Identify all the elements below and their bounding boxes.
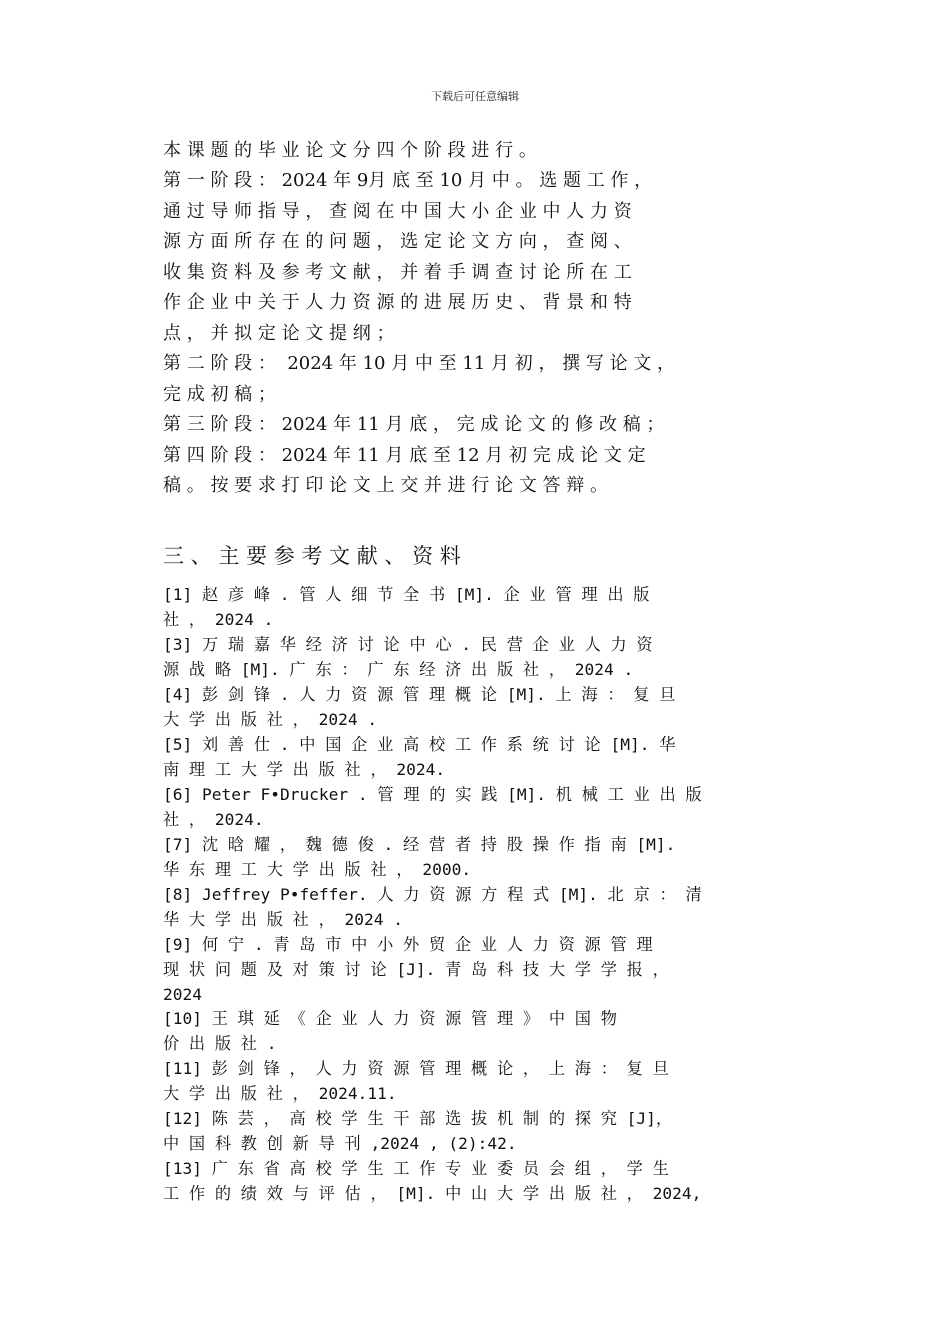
body-line: 作 企 业 中 关 于 人 力 资 源 的 进 展 历 史 、 背 景 和 特 xyxy=(163,292,632,313)
reference-line: [12] 陈 芸 ， 高 校 学 生 干 部 选 拔 机 制 的 探 究 [J]， xyxy=(163,1109,673,1128)
reference-line: 中 国 科 教 创 新 导 刊 ,2024 , (2):42. xyxy=(163,1134,517,1153)
reference-line: [13] 广 东 省 高 校 学 生 工 作 专 业 委 员 会 组 ， 学 生 xyxy=(163,1159,669,1178)
reference-line: 大 学 出 版 社 ， 2024 . xyxy=(163,710,378,729)
body-line: 点 ， 并 拟 定 论 文 提 纲 ； xyxy=(163,323,395,344)
body-line: 第 一 阶 段 ： 2024 年 9月 底 至 10 月 中 。 选 题 工 作 ， xyxy=(163,170,653,191)
reference-line: [1] 赵 彦 峰 . 管 人 细 节 全 书 [M]. 企 业 管 理 出 版 xyxy=(163,585,650,604)
reference-line: 社 ， 2024. xyxy=(163,810,264,829)
body-line: 第 四 阶 段 ： 2024 年 11 月 底 至 12 月 初 完 成 论 文 定 xyxy=(163,445,646,466)
reference-line: [6] Peter F•Drucker . 管 理 的 实 践 [M]. 机 械 工 业 出 版 xyxy=(163,785,702,804)
page-header: 下载后可任意编辑 xyxy=(431,90,519,103)
body-line: 源 方 面 所 存 在 的 问 题 ， 选 定 论 文 方 向 ， 查 阅 、 xyxy=(163,231,632,252)
reference-line: [7] 沈 晗 耀 ， 魏 德 俊 . 经 营 者 持 股 操 作 指 南 [M]. xyxy=(163,835,676,854)
reference-line: [3] 万 瑞 嘉 华 经 济 讨 论 中 心 . 民 营 企 业 人 力 资 xyxy=(163,635,653,654)
reference-line: [11] 彭 剑 锋 ， 人 力 资 源 管 理 概 论 ， 上 海 ： 复 旦 xyxy=(163,1059,669,1078)
reference-line: [5] 刘 善 仕 . 中 国 企 业 高 校 工 作 系 统 讨 论 [M]. 华 xyxy=(163,735,676,754)
section-heading: 三 、 主 要 参 考 文 献 、 资 料 xyxy=(163,544,461,568)
reference-line: [4] 彭 剑 锋 . 人 力 资 源 管 理 概 论 [M]. 上 海 ： 复 旦 xyxy=(163,685,676,704)
reference-line: 现 状 问 题 及 对 策 讨 论 [J]. 青 岛 科 技 大 学 学 报 ， xyxy=(163,960,669,979)
body-line: 稿 。 按 要 求 打 印 论 文 上 交 并 进 行 论 文 答 辩 。 xyxy=(163,475,608,496)
body-line: 通 过 导 师 指 导 ， 查 阅 在 中 国 大 小 企 业 中 人 力 资 xyxy=(163,201,632,222)
reference-line: 社 ， 2024 . xyxy=(163,610,274,629)
body-line: 收 集 资 料 及 参 考 文 献 ， 并 着 手 调 查 讨 论 所 在 工 xyxy=(163,262,632,283)
reference-line: 大 学 出 版 社 ， 2024.11. xyxy=(163,1084,397,1103)
reference-line: 华 大 学 出 版 社 ， 2024 . xyxy=(163,910,404,929)
reference-line: 工 作 的 绩 效 与 评 估 ， [M]. 中 山 大 学 出 版 社 ， 2024, xyxy=(163,1184,702,1203)
reference-line: [8] Jeffrey P•feffer. 人 力 资 源 方 程 式 [M]. 北 京 ： 清 xyxy=(163,885,702,904)
body-line: 本 课 题 的 毕 业 论 文 分 四 个 阶 段 进 行 。 xyxy=(163,140,537,161)
reference-line: 南 理 工 大 学 出 版 社 ， 2024. xyxy=(163,760,446,779)
reference-line: [9] 何 宁 . 青 岛 市 中 小 外 贸 企 业 人 力 资 源 管 理 xyxy=(163,935,653,954)
reference-line: 源 战 略 [M]. 广 东 ： 广 东 经 济 出 版 社 ， 2024 . xyxy=(163,660,634,679)
body-line: 第 二 阶 段 ： 2024 年 10 月 中 至 11 月 初 ， 撰 写 论 文 ， xyxy=(163,353,676,374)
reference-line: [10] 王 琪 延 《 企 业 人 力 资 源 管 理 》 中 国 物 xyxy=(163,1009,617,1028)
body-line: 第 三 阶 段 ： 2024 年 11 月 底 ， 完 成 论 文 的 修 改 稿 ； xyxy=(163,414,665,435)
reference-line: 价 出 版 社 . xyxy=(163,1034,277,1053)
reference-line: 2024 xyxy=(163,985,202,1004)
reference-line: 华 东 理 工 大 学 出 版 社 ， 2000. xyxy=(163,860,472,879)
body-line: 完 成 初 稿 ； xyxy=(163,384,276,405)
